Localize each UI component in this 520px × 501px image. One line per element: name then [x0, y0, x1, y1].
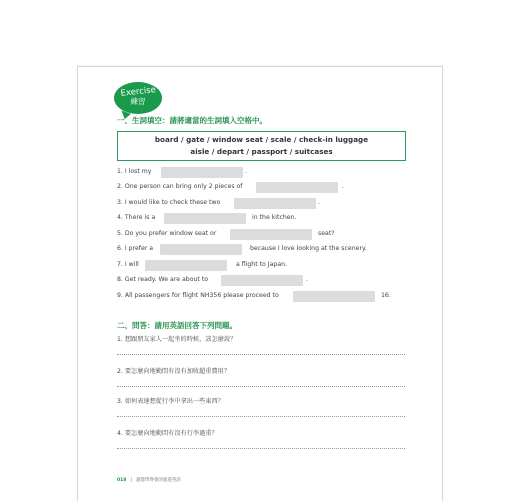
exercise-text: 5. Do you prefer window seat or — [117, 230, 217, 237]
answer-blank[interactable] — [230, 229, 312, 240]
workbook-page — [77, 66, 443, 501]
footer-separator: | — [130, 478, 132, 483]
answer-blank[interactable] — [164, 213, 246, 224]
exercise-text-after: 16. — [381, 292, 391, 299]
exercise-item — [117, 291, 391, 301]
page-number: 018 — [117, 478, 127, 483]
answer-blank[interactable] — [145, 260, 227, 271]
exercise-item — [117, 182, 344, 192]
exercise-item — [117, 167, 247, 177]
section-1-title: 一、生詞填空：請將適當的生詞填入空格中。 — [117, 116, 267, 125]
question-text: 1. 想跟朋友家人一起坐的時候，該怎麼說？ — [117, 336, 237, 343]
exercise-text-after: . — [318, 199, 320, 206]
question-text: 3. 如何表達想從行李中拿出一些東西？ — [117, 398, 224, 405]
exercise-text: 6. I prefer a — [117, 245, 154, 252]
section-2-title: 二、問答：請用英語回答下列問題。 — [117, 321, 237, 330]
answer-blank[interactable] — [221, 275, 303, 286]
exercise-text: 2. One person can bring only 2 pieces of — [117, 183, 243, 190]
exercise-text-after: seat? — [318, 230, 335, 237]
answer-blank[interactable] — [234, 198, 316, 209]
question-item — [117, 367, 407, 377]
answer-line[interactable] — [117, 386, 405, 387]
badge-subtitle: 練習 — [130, 97, 146, 106]
exercise-text: 7. I will — [117, 261, 139, 268]
exercise-text-after: because I love looking at the scenery. — [250, 245, 367, 252]
book-title: 誰都學得會的旅遊英語 — [135, 478, 181, 483]
question-item — [117, 397, 407, 407]
answer-line[interactable] — [117, 448, 405, 449]
question-item — [117, 429, 407, 439]
exercise-badge — [114, 82, 162, 114]
exercise-item — [117, 198, 320, 208]
exercise-text: 9. All passengers for flight NH356 please proceed to — [117, 292, 279, 299]
question-text: 4. 要怎麼向地勤問有沒有行李過重？ — [117, 430, 218, 437]
exercise-text-after: . — [306, 276, 308, 283]
exercise-text: 3. I would like to check these two — [117, 199, 221, 206]
exercise-item — [117, 213, 297, 223]
exercise-item — [117, 244, 367, 254]
exercise-text: 8. Get ready. We are about to — [117, 276, 209, 283]
question-item — [117, 335, 407, 345]
exercise-text-after: a flight to Japan. — [236, 261, 288, 268]
answer-line[interactable] — [117, 416, 405, 417]
exercise-item — [117, 229, 335, 239]
answer-blank[interactable] — [161, 167, 243, 178]
exercise-item — [117, 260, 288, 270]
exercise-item — [117, 275, 308, 285]
answer-blank[interactable] — [160, 244, 242, 255]
answer-line[interactable] — [117, 354, 405, 355]
answer-blank[interactable] — [256, 182, 338, 193]
exercise-text: 1. I lost my — [117, 168, 152, 175]
answer-blank[interactable] — [293, 291, 375, 302]
badge-title: Exercise — [120, 85, 157, 99]
word-bank-line-2: aisle / depart / passport / suitcases — [190, 147, 333, 156]
question-text: 2. 要怎麼向地勤問有沒有加收超重費用？ — [117, 368, 231, 375]
exercise-text: 4. There is a — [117, 214, 156, 221]
page-footer — [117, 477, 181, 483]
word-bank — [117, 131, 406, 161]
exercise-text-after: in the kitchen. — [252, 214, 297, 221]
word-bank-line-1: board / gate / window seat / scale / check-in luggage — [154, 135, 369, 144]
exercise-text-after: . — [342, 183, 344, 190]
exercise-text-after: . — [245, 168, 247, 175]
